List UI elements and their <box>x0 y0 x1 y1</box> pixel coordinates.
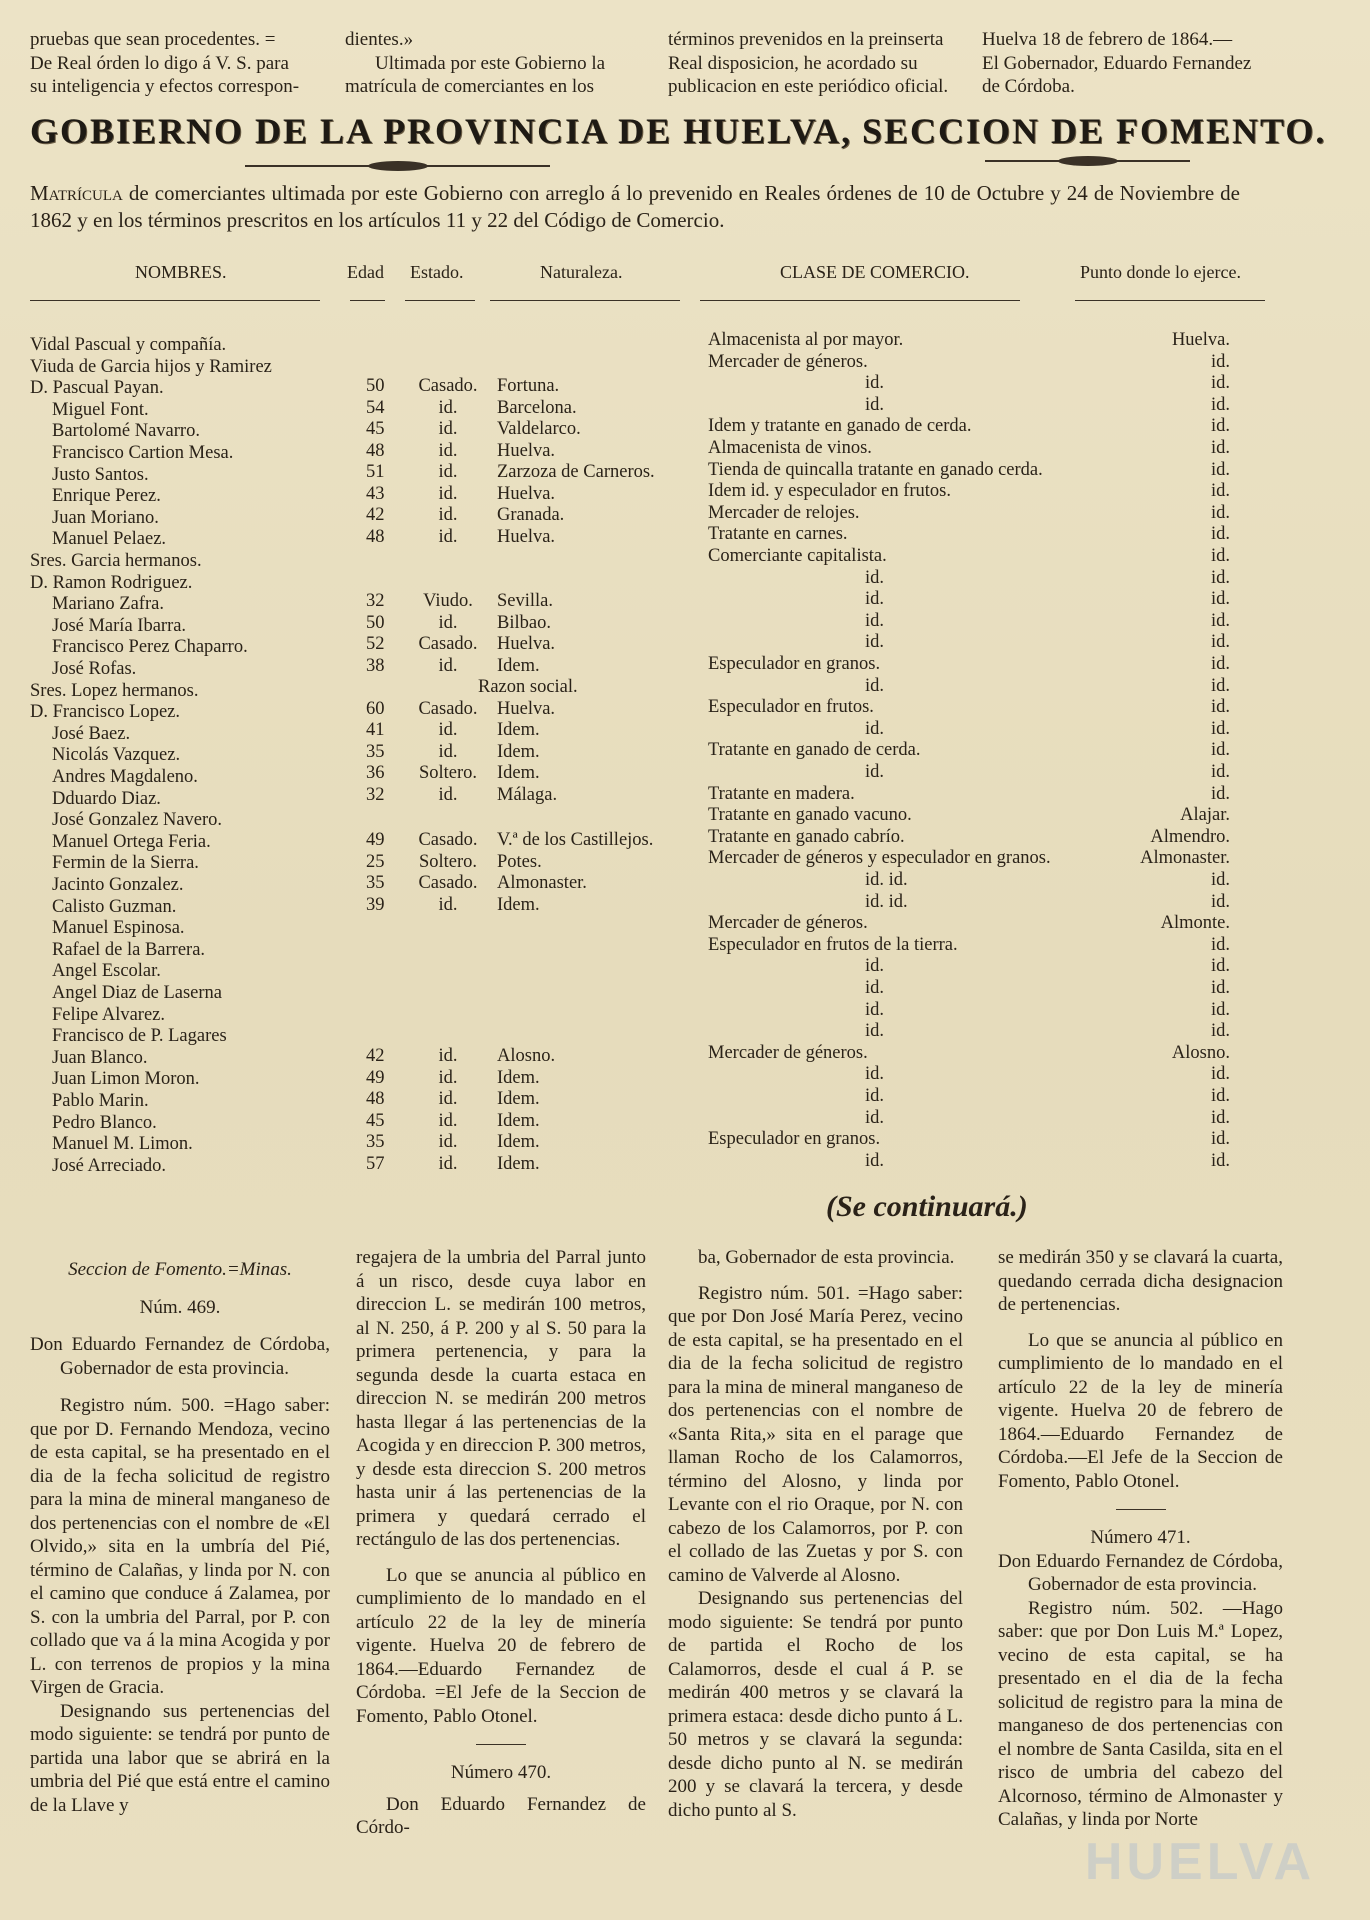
location-cell: id. <box>1210 373 1230 394</box>
notice-paragraph: Designando sus pertenencias del modo siguiente: se tendrá por punto de partida una labor que se abrirá en la umbria del Pié que está entre el camino de la Llave y <box>30 1700 330 1816</box>
top-col-3 <box>668 28 958 99</box>
minas-col-3 <box>668 1246 963 1822</box>
location-cell: id. <box>1210 934 1230 955</box>
status-cell: id. <box>438 462 458 482</box>
origin-cell: Bilbao. <box>497 612 551 633</box>
intro-paragraph <box>30 180 1240 234</box>
separator-rule <box>1116 1509 1166 1510</box>
merchant-name: Francisco Cartion Mesa. <box>52 443 234 463</box>
notice-number: Número 471. <box>1090 1527 1191 1548</box>
origin-cell: Almonaster. <box>497 873 587 893</box>
minas-col-2 <box>356 1246 646 1840</box>
header-rule <box>700 300 1020 301</box>
location-cell: id. <box>1210 1129 1230 1150</box>
trade-cell: id. <box>865 632 885 653</box>
age-cell: 39 <box>366 894 385 915</box>
age-cell: 41 <box>366 720 385 740</box>
location-cell: Almendro. <box>1150 826 1230 847</box>
age-cell: 50 <box>366 612 385 633</box>
text-line: Real disposicion, he acordado su <box>668 52 918 74</box>
intro-text: de comerciantes ultimada por este Gobierno con arreglo á lo prevenido en Reales órdenes de 10 de Octubre y 24 de Noviembre de 1862 y en los términos prescritos en los artículos 11 y 22 del Código de Comercio. <box>30 181 1240 232</box>
merchant-name: José Gonzalez Navero. <box>52 810 223 831</box>
location-cell: id. <box>1210 546 1230 566</box>
location-cell: id. <box>1210 718 1230 739</box>
merchant-name: José María Ibarra. <box>52 615 187 636</box>
archive-watermark: HUELVA <box>1084 1833 1315 1891</box>
merchant-name: D. Pascual Payan. <box>30 378 164 399</box>
merchant-name: Pedro Blanco. <box>52 1112 157 1133</box>
trade-cell: Tratante en ganado de cerda. <box>708 740 921 761</box>
separator-rule <box>476 1744 526 1745</box>
origin-cell: Idem. <box>497 1153 540 1174</box>
trade-cell: id. <box>865 1064 885 1085</box>
age-cell: 49 <box>366 830 385 850</box>
trade-cell: Idem y tratante en ganado de cerda. <box>708 416 972 437</box>
location-cell: id. <box>1210 956 1230 977</box>
trade-cell: Almacenista de vinos. <box>708 438 872 458</box>
ornament-rule <box>245 165 550 167</box>
merchant-name: Francisco Perez Chaparro. <box>52 637 248 658</box>
origin-cell: Fortuna. <box>497 376 560 396</box>
origin-cell: Málaga. <box>497 784 558 805</box>
location-cell: id. <box>1210 589 1230 610</box>
location-cell: id. <box>1210 978 1230 998</box>
notice-paragraph: Lo que se anuncia al público en cumplimiento de lo mandado en el artículo 22 de la ley de minería vigente. Huelva 20 de febrero de 1864.—Eduardo Fernandez de Córdoba. =El Jefe de la Seccion de Fomento, Pablo Otonel. <box>356 1564 646 1727</box>
origin-cell: Barcelona. <box>497 397 577 418</box>
status-cell: id. <box>438 1153 458 1174</box>
origin-cell: Idem. <box>497 1067 540 1088</box>
trade-cell: id. <box>865 1150 885 1171</box>
section-heading: SECCION DE FOMENTO. <box>862 111 1327 151</box>
origin-cell: Huelva. <box>497 634 556 654</box>
location-cell: id. <box>1210 999 1230 1020</box>
origin-cell: Idem. <box>497 655 540 676</box>
status-cell: Casado. <box>418 376 478 396</box>
trade-cell: Idem id. y especulador en frutos. <box>708 481 951 502</box>
trade-cell: Tratante en ganado vacuno. <box>708 805 912 826</box>
location-cell: id. <box>1210 697 1230 718</box>
location-cell: id. <box>1210 654 1230 674</box>
status-cell: id. <box>438 1067 458 1088</box>
status-cell: id. <box>438 397 458 418</box>
trade-cell: Mercader de géneros. <box>708 351 868 372</box>
age-cell: 45 <box>366 1110 385 1131</box>
merchant-name: Sres. Lopez hermanos. <box>30 680 199 701</box>
merchant-name: Rafael de la Barrera. <box>52 939 206 960</box>
trade-cell: Mercader de géneros y especulador en granos. <box>708 848 1051 869</box>
notice-paragraph: regajera de la umbria del Parral junto á un risco, desde cuya labor en direccion L. se medirán 100 metros, al N. 250, á P. 200 y al S. 50 para la primera pertenencia, y para la segunda desde la cuarta estaca en direccion N. se medirán 200 metros hasta llegar á las pertenencias de la Acogida y en direccion P. 300 metros, y desde esta direccion S. 200 metros hasta unir á las pertenencias de la primera y quedará cerrado el rectángulo de las dos pertenencias. <box>356 1247 646 1550</box>
trade-cell: id. <box>865 1021 885 1042</box>
origin-cell: Potes. <box>497 851 542 872</box>
origin-cell: Idem. <box>497 1132 540 1152</box>
trade-cell: id. <box>865 394 885 415</box>
header-edad: Edad <box>347 262 384 282</box>
origin-cell: Razon social. <box>478 677 578 697</box>
notice-paragraph: Designando sus pertenencias del modo siguiente: Se tendrá por punto de partida el Rocho de los Calamorros, desde el cual á P. se medirán 400 metros y se clavará la primera estaca: desde dicho punto á L. 50 metros y se clavará la segunda: desde dicho punto al N. se medirán 200 y se clavará la tercera, y desde dicho punto al S. <box>668 1588 963 1821</box>
merchant-name: Francisco de P. Lagares <box>52 1026 227 1047</box>
trade-cell: Tienda de quincalla tratante en ganado cerda. <box>708 459 1043 480</box>
merchant-name: Bartolomé Navarro. <box>52 421 200 442</box>
location-cell: id. <box>1210 1086 1230 1106</box>
text-line: términos prevenidos en la preinserta <box>668 29 944 50</box>
status-cell: id. <box>438 1110 458 1131</box>
merchant-name: Jacinto Gonzalez. <box>52 875 184 895</box>
status-cell: id. <box>438 419 458 439</box>
origin-cell: Idem. <box>497 894 540 915</box>
age-cell: 35 <box>366 873 385 893</box>
age-cell: 43 <box>366 483 385 504</box>
trade-cell: id. <box>865 1107 885 1128</box>
trade-cell: Mercader de géneros. <box>708 1042 868 1063</box>
status-cell: id. <box>438 720 458 740</box>
government-heading: GOBIERNO DE LA PROVINCIA DE HUELVA, <box>30 111 853 151</box>
origin-cell: Alosno. <box>497 1046 556 1066</box>
status-cell: id. <box>438 440 458 461</box>
merchant-name: Juan Blanco. <box>52 1047 148 1068</box>
status-cell: id. <box>438 1132 458 1152</box>
merchant-name: Manuel Espinosa. <box>52 918 185 939</box>
location-cell: id. <box>1210 891 1230 912</box>
age-cell: 48 <box>366 1089 385 1109</box>
trade-cell: Mercader de géneros. <box>708 913 868 934</box>
header-rule <box>350 300 385 301</box>
text-line: De Real órden lo digo á V. S. para <box>30 52 289 74</box>
age-cell: 48 <box>366 526 385 547</box>
merchant-name: Nicolás Vazquez. <box>52 745 181 766</box>
status-cell: id. <box>438 1046 458 1066</box>
trade-cell: id. <box>865 1086 885 1106</box>
age-cell: 52 <box>366 634 385 654</box>
age-cell: 48 <box>366 440 385 461</box>
trade-cell: id. <box>865 373 885 394</box>
status-cell: Casado. <box>418 873 478 893</box>
merchant-name: Sres. Garcia hermanos. <box>30 551 202 571</box>
age-cell: 42 <box>366 505 385 525</box>
location-cell: id. <box>1210 351 1230 372</box>
age-cell: 45 <box>366 419 385 439</box>
trade-cell: id. <box>865 675 885 696</box>
location-cell: id. <box>1210 610 1230 631</box>
continuation-note: (Se continuará.) <box>826 1190 1028 1223</box>
trade-cell: Tratante en ganado cabrío. <box>708 826 905 847</box>
header-nombres: NOMBRES. <box>135 262 227 282</box>
ornament-rule <box>985 160 1190 162</box>
age-cell: 51 <box>366 462 385 482</box>
location-cell: id. <box>1210 394 1230 415</box>
merchant-name: Angel Escolar. <box>52 961 161 982</box>
governor-line: Don Eduardo Fernandez de Córdoba, Gobernador de esta provincia. <box>998 1550 1283 1595</box>
location-cell: Alosno. <box>1171 1042 1230 1063</box>
header-rule <box>30 300 320 301</box>
notice-paragraph: ba, Gobernador de esta provincia. <box>698 1247 955 1268</box>
merchant-name: José Baez. <box>52 723 131 744</box>
merchant-name: Manuel Ortega Feria. <box>52 831 211 852</box>
notice-paragraph: Lo que se anuncia al público en cumplimiento de lo mandado en el artículo 22 de la ley de minería vigente. Huelva 20 de febrero de 1864.—Eduardo Fernandez de Córdoba.—El Jefe de la Seccion de Fomento, Pablo Otonel. <box>998 1329 1283 1492</box>
trade-cell: id. <box>865 567 885 588</box>
status-cell: id. <box>438 1089 458 1109</box>
merchant-name: Viuda de Garcia hijos y Ramirez <box>30 356 272 377</box>
header-estado: Estado. <box>410 262 464 282</box>
age-cell: 38 <box>366 655 385 676</box>
notice-paragraph: Registro núm. 500. =Hago saber: que por D. Fernando Mendoza, vecino de esta capital, se ha presentado en el dia de la fecha solicitud de registro para la mina de mineral manganeso de dos pertenencias con el nombre de «El Olvido,» sita en la umbría del Pié, término de Calañas, y linda por N. con el camino que conduce á Zalamea, por S. con la umbria del Parral, por P. con collado que va á la mina Acogida y por L. con terrenos de propios y la mina Virgen de Gracia. <box>30 1395 330 1698</box>
trade-cell: id. <box>865 978 885 998</box>
text-line: su inteligencia y efectos correspon- <box>30 76 300 97</box>
notice-number: Número 470. <box>450 1762 552 1783</box>
text-line: Huelva 18 de febrero de 1864.— <box>982 29 1233 50</box>
location-cell: id. <box>1210 675 1230 696</box>
text-line: matrícula de comerciantes en los <box>345 76 595 97</box>
origin-cell: Idem. <box>497 720 540 740</box>
age-cell: 36 <box>366 763 385 783</box>
age-cell: 57 <box>366 1153 385 1174</box>
trade-cell: Especulador en granos. <box>708 654 881 674</box>
status-cell: id. <box>438 741 458 762</box>
age-cell: 54 <box>366 397 385 418</box>
location-cell: id. <box>1210 502 1230 523</box>
trade-cell: Especulador en frutos. <box>708 697 874 718</box>
location-cell: id. <box>1210 524 1230 545</box>
trade-cell: id. <box>865 589 885 610</box>
age-cell: 32 <box>366 591 385 611</box>
location-cell: id. <box>1210 870 1230 890</box>
text-line: El Gobernador, Eduardo Fernandez <box>982 52 1252 74</box>
location-cell: Alajar. <box>1180 805 1230 826</box>
location-cell: id. <box>1210 1150 1230 1171</box>
merchant-name: Dduardo Diaz. <box>52 788 161 809</box>
status-cell: Soltero. <box>418 851 478 872</box>
notice-number: Núm. 469. <box>139 1296 221 1318</box>
location-cell: id. <box>1210 1021 1230 1042</box>
status-cell: Casado. <box>418 634 478 654</box>
merchant-name: José Rofas. <box>52 659 137 679</box>
location-cell: id. <box>1210 438 1230 458</box>
text-line: pruebas que sean procedentes. = <box>30 29 276 50</box>
trade-cell: Especulador en granos. <box>708 1129 881 1150</box>
merchant-name: Pablo Marin. <box>52 1091 149 1111</box>
trade-cell: Tratante en madera. <box>708 783 855 804</box>
location-cell: Huelva. <box>1171 330 1230 350</box>
merchant-name: Fermin de la Sierra. <box>52 853 199 874</box>
notice-paragraph: Don Eduardo Fernandez de Córdo- <box>356 1793 646 1838</box>
age-cell: 49 <box>366 1067 385 1088</box>
status-cell: Casado. <box>418 698 478 719</box>
location-cell: id. <box>1210 567 1230 588</box>
trade-cell: Comerciante capitalista. <box>708 546 887 566</box>
status-cell: id. <box>438 655 458 676</box>
location-cell: Almonte. <box>1160 913 1230 934</box>
governor-line: Don Eduardo Fernandez de Córdoba, Gobernador de esta provincia. <box>30 1334 330 1379</box>
location-cell: id. <box>1210 740 1230 761</box>
notice-paragraph: Registro núm. 502. —Hago saber: que por Don Luis M.ª Lopez, vecino de esta capital, se ha presentado en el dia de la fecha solicitud de registro para la mina de manganeso de dos pertenencias con el nombre de Santa Casilda, sita en el risco de umbria del cabezo del Alcornoso, término de Almonaster y Calañas, y linda por Norte <box>998 1597 1283 1830</box>
age-cell: 50 <box>366 376 385 396</box>
header-clase: CLASE DE COMERCIO. <box>780 262 970 282</box>
top-col-1 <box>30 28 330 99</box>
status-cell: id. <box>438 894 458 915</box>
minas-heading: Seccion de Fomento.=Minas. <box>68 1259 292 1280</box>
origin-cell: Huelva. <box>497 483 556 504</box>
trade-cell: id. <box>865 718 885 739</box>
age-cell: 25 <box>366 851 385 872</box>
top-col-4 <box>982 28 1282 99</box>
merchant-name: José Arreciado. <box>52 1155 167 1176</box>
merchant-name: Mariano Zafra. <box>52 594 164 615</box>
origin-cell: Idem. <box>497 1110 540 1131</box>
status-cell: id. <box>438 784 458 805</box>
text-line: dientes.» <box>345 29 414 50</box>
origin-cell: Huelva. <box>497 440 556 461</box>
location-cell: id. <box>1210 783 1230 804</box>
trade-cell: id. <box>865 610 885 631</box>
text-line: de Córdoba. <box>982 76 1075 97</box>
header-rule <box>1075 300 1265 301</box>
top-col-2 <box>345 28 635 99</box>
intro-lead: Matrícula <box>30 181 123 205</box>
merchant-name: Felipe Alvarez. <box>52 1004 166 1025</box>
status-cell: Casado. <box>418 830 478 850</box>
location-cell: Almonaster. <box>1140 848 1230 869</box>
origin-cell: Huelva. <box>497 526 556 547</box>
notice-paragraph: se medirán 350 y se clavará la cuarta, quedando cerrada dicha designacion de pertenencias. <box>998 1247 1283 1315</box>
location-cell: id. <box>1210 481 1230 502</box>
merchant-name: Angel Diaz de Laserna <box>52 983 223 1003</box>
merchant-name: Andres Magdaleno. <box>52 767 198 787</box>
origin-cell: Granada. <box>497 505 565 525</box>
location-cell: id. <box>1210 1064 1230 1085</box>
age-cell: 42 <box>366 1046 385 1066</box>
status-cell: id. <box>438 526 458 547</box>
merchant-name: Miguel Font. <box>52 399 149 420</box>
origin-cell: Idem. <box>497 1089 540 1109</box>
merchant-name: Manuel Pelaez. <box>52 529 167 550</box>
header-rule <box>490 300 680 301</box>
merchant-name: Juan Moriano. <box>52 507 159 528</box>
trade-cell: id. id. <box>865 891 908 912</box>
status-cell: Viudo. <box>423 591 473 611</box>
origin-cell: Huelva. <box>497 698 556 719</box>
merchant-name: Manuel M. Limon. <box>52 1134 193 1155</box>
origin-cell: Zarzoza de Carneros. <box>497 462 655 482</box>
notice-paragraph: Registro núm. 501. =Hago saber: que por Don José María Perez, vecino de esta capital, se ha presentado en el dia de la fecha solicitud de registro para la mina de mineral manganeso de dos pertenencias con el nombre de «Santa Rita,» sita en el parage que llaman Rocho de los Calamorros, término del Alosno, y linda por Levante con el rio Oraque, por N. con cabezo de los Calamorros, por P. con el collado de las Zuetas y por S. con camino de Valverde al Alosno. <box>668 1282 963 1586</box>
origin-cell: Idem. <box>497 741 540 762</box>
header-rule <box>405 300 475 301</box>
merchant-name: D. Ramon Rodriguez. <box>30 572 193 593</box>
status-cell: id. <box>438 483 458 504</box>
origin-cell: Idem. <box>497 763 540 783</box>
trade-cell: Tratante en carnes. <box>708 524 848 545</box>
trade-cell: id. <box>865 762 885 782</box>
text-line: Ultimada por este Gobierno la <box>375 52 606 74</box>
origin-cell: V.ª de los Castillejos. <box>497 830 654 850</box>
status-cell: id. <box>438 505 458 525</box>
minas-col-4 <box>998 1246 1283 1832</box>
trade-cell: id. id. <box>865 870 908 890</box>
location-cell: id. <box>1210 416 1230 437</box>
merchant-name: D. Francisco Lopez. <box>30 702 181 723</box>
text-line: publicacion en este periódico oficial. <box>668 76 949 97</box>
trade-cell: Especulador en frutos de la tierra. <box>708 934 958 955</box>
merchant-name: Juan Limon Moron. <box>52 1069 200 1090</box>
trade-cell: Mercader de relojes. <box>708 502 860 523</box>
merchant-name: Justo Santos. <box>52 464 149 485</box>
status-cell: Soltero. <box>418 763 478 783</box>
minas-col-1 <box>30 1258 330 1817</box>
origin-cell: Sevilla. <box>497 591 554 611</box>
location-cell: id. <box>1210 762 1230 782</box>
age-cell: 35 <box>366 741 385 762</box>
age-cell: 32 <box>366 784 385 805</box>
age-cell: 60 <box>366 698 385 719</box>
trade-cell: id. <box>865 999 885 1020</box>
age-cell: 35 <box>366 1132 385 1152</box>
location-cell: id. <box>1210 459 1230 480</box>
merchant-name: Enrique Perez. <box>52 486 161 507</box>
merchant-name: Calisto Guzman. <box>52 896 177 917</box>
merchant-name: Vidal Pascual y compañía. <box>30 335 227 355</box>
trade-cell: Almacenista al por mayor. <box>708 330 904 350</box>
status-cell: id. <box>438 612 458 633</box>
trade-cell: id. <box>865 956 885 977</box>
header-naturaleza: Naturaleza. <box>540 262 623 282</box>
origin-cell: Valdelarco. <box>497 419 581 439</box>
location-cell: id. <box>1210 632 1230 653</box>
location-cell: id. <box>1210 1107 1230 1128</box>
header-punto: Punto donde lo ejerce. <box>1080 262 1241 282</box>
